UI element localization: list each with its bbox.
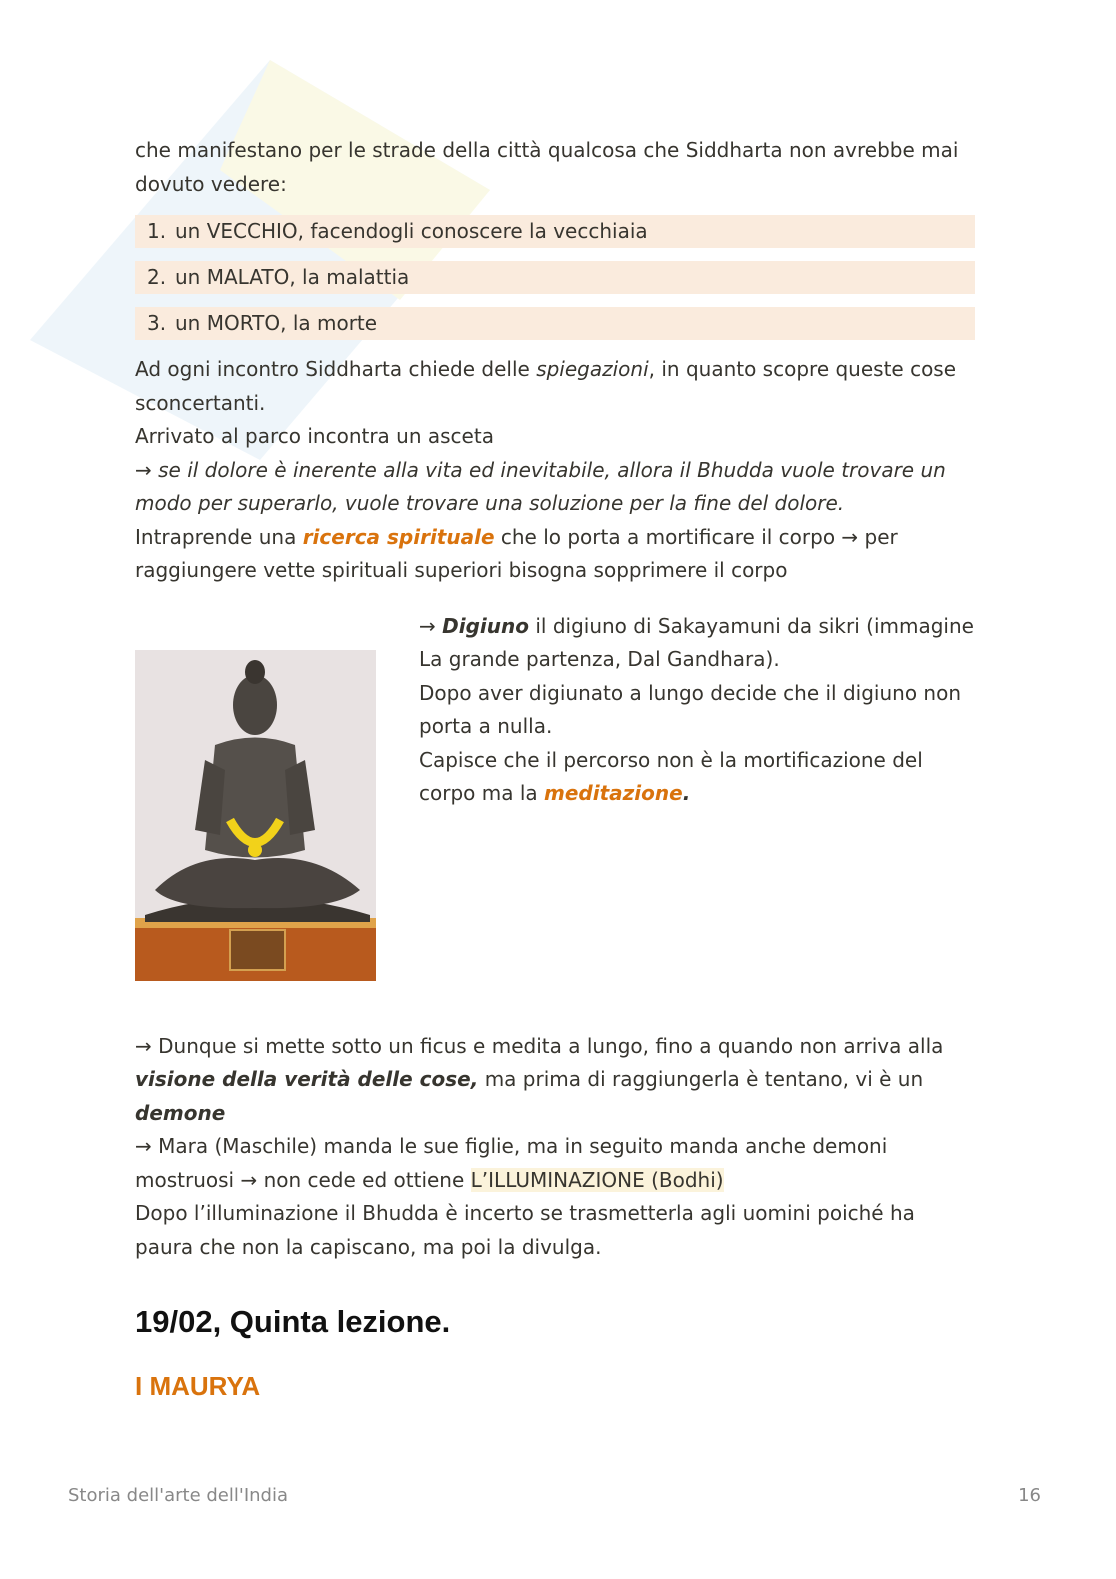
highlight-term: meditazione <box>544 781 683 805</box>
page-number: 16 <box>1018 1485 1041 1506</box>
emphasis-text: spiegazioni <box>536 357 649 381</box>
list-text: un MORTO, la morte <box>175 311 378 335</box>
list-item <box>135 261 975 294</box>
main-content <box>135 134 975 1404</box>
highlight-term: ricerca spirituale <box>302 524 495 549</box>
figure-section <box>135 610 975 1050</box>
lesson-heading: 19/02, Quinta lezione. <box>135 1304 451 1339</box>
paragraph-explanations: Ad ogni incontro Siddharta chiede delle spiegazioni, in quanto scopre queste cose sconcertanti. <box>135 357 957 415</box>
paragraph-dolore: → se il dolore è inerente alla vita ed inevitabile, allora il Bhudda vuole trovare un modo per superarlo, vuole trovare una soluzione per la fine del dolore. <box>135 457 946 515</box>
paragraph-asceta: Arrivato al parco incontra un asceta <box>135 424 494 448</box>
bold-term: Digiuno <box>442 613 529 638</box>
list-item <box>135 215 975 248</box>
paragraph-ficus: → Dunque si mette sotto un ficus e medita a lungo, fino a quando non arriva alla visione della verità delle cose, ma prima di raggiungerla è tentano, vi è un demone <box>135 1033 944 1125</box>
list-text: un MALATO, la malattia <box>175 265 410 289</box>
list-text: un VECCHIO, facendogli conoscere la vecchiaia <box>175 219 648 243</box>
bold-term: visione della verità delle cose, <box>135 1067 479 1091</box>
list-number: 3. <box>147 311 167 335</box>
list-number: 2. <box>147 265 167 289</box>
list-item <box>135 307 975 340</box>
bold-term: demone <box>135 1100 226 1125</box>
figure-caption: → Digiuno il digiuno di Sakayamuni da sikri (immagine La grande partenza, Dal Gandhara). Dopo aver digiunato a lungo decide che il digiuno non porta a nulla. Capisce che il percorso non è la mortificazione del corpo ma la meditazione. <box>419 613 974 805</box>
paragraph-illuminazione: Dopo l’illuminazione il Bhudda è incerto se trasmetterla agli uomini poiché ha paura che non la capiscano, ma poi la divulga. <box>135 1201 915 1259</box>
paragraph-ricerca: Intraprende una ricerca spirituale che lo porta a mortificare il corpo → per raggiungere vette spirituali superiori bisogna sopprimere il corpo <box>135 524 898 582</box>
paragraph-mara: → Mara (Maschile) manda le sue figlie, ma in seguito manda anche demoni mostruosi → non cede ed ottiene L’ILLUMINAZIONE (Bodhi) <box>135 1134 888 1192</box>
list-number: 1. <box>147 219 167 243</box>
footer-title: Storia dell'arte dell'India <box>68 1485 289 1506</box>
highlighted-text: L’ILLUMINAZIONE (Bodhi) <box>470 1167 724 1192</box>
section-heading: I MAURYA <box>135 1371 261 1401</box>
fasting-buddha-image <box>135 650 376 981</box>
intro-paragraph: che manifestano per le strade della città qualcosa che Siddharta non avrebbe mai dovuto vedere: <box>135 138 959 196</box>
